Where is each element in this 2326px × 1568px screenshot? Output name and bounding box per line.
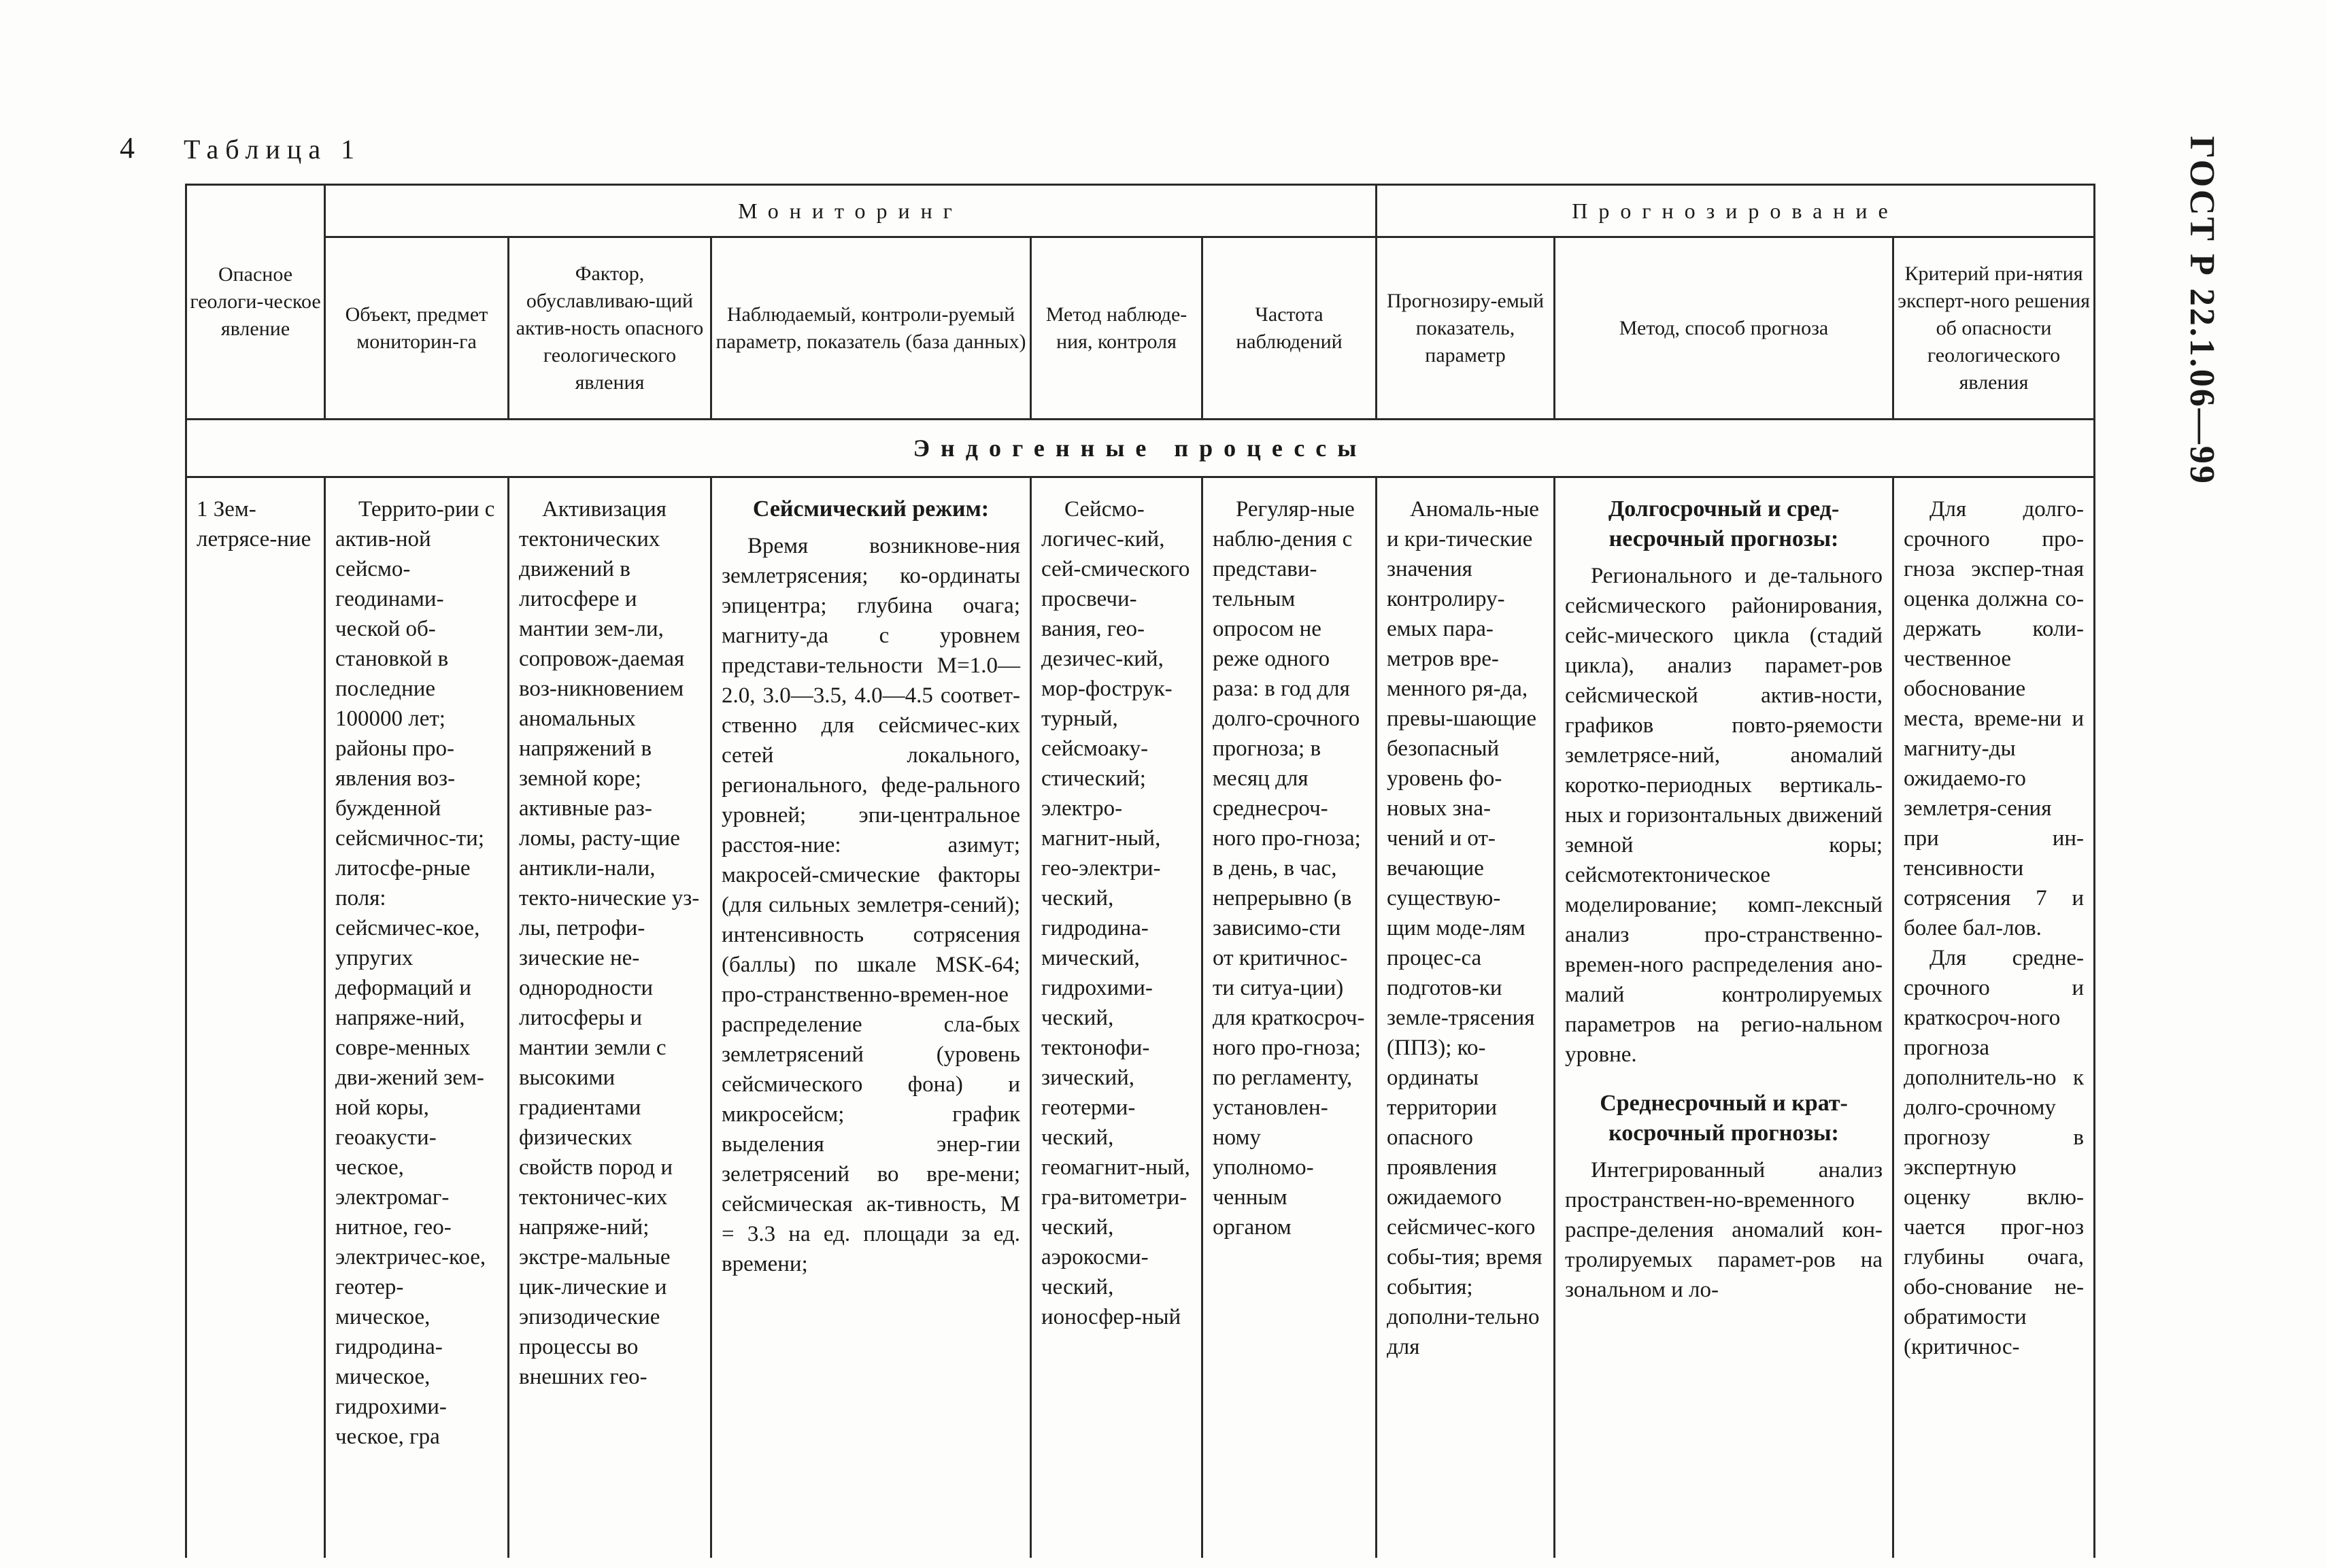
cell-frequency: [1202, 477, 1377, 1558]
method-text: Сейсмо-логичес-кий, сей-смического просвечи-вания, гео-дезичес-кий, мор-фострук-турный, сейсмоаку-стический; электро-магнит-ный, гео-электри-ческий, гидродина-мический, гидрохими-ческий, тектонофи-зический, геотерми-ческий, геомагнит-ный, гра-витометри-ческий, аэрокосми-ческий, ионосфер-ный: [1041, 497, 1190, 1329]
col-header-criterion: Критерий при-нятия эксперт-ного решения об опасности геологического явления: [1893, 237, 2095, 420]
page-number: 4: [120, 131, 135, 165]
group-header-forecasting: Прогнозирование: [1377, 185, 2095, 237]
cell-method: [1031, 477, 1202, 1558]
header-group-row: [186, 185, 2095, 237]
cell-forecast-method: [1555, 477, 1893, 1558]
forecast-text-long: Регионального и де-тального сейсмического районирования, сейс-мического цикла (стадий цикла), анализ парамет-ров сейсмической актив-ности, графиков повто-ряемости землетрясе-ний, аномалий коротко-периодных вертикаль-ных и горизонтальных движений земной коры; сейсмотектоническое моделирование; комп-лексный анализ про-странственно-времен-ного распределения ано-малий контролируемых параметров на регио-нальном уровне.: [1565, 564, 1883, 1067]
table-row: [186, 477, 2095, 1558]
parameter-text: Время возникнове-ния землетрясения; ко-ординаты эпицентра; глубина очага; магниту-да с уровнем представи-тельности М=1.0—2.0, 3.0—3.5, 4.0—4.5 соответ-ственно для сейсмичес-ких сетей локального, регионального, феде-рального уровней; эпи-центральное расстоя-ние: азимут; макросей-смические факторы (для сильных землетря-сений); интенсивность сотрясения (баллы) по шкале MSK-64; про-странственно-времен-ное распределение сла-бых землетрясений (уровень сейсмического фона) и микросейсм; график выделения энер-гии зелетрясений во вре-мени; сейсмическая ак-тивность, М = 3.3 на ед. площади за ед. времени;: [722, 534, 1020, 1276]
col-header-forecast-param: Прогнозиру-емый показатель, параметр: [1377, 237, 1555, 420]
criterion-text-long: Для долго-срочного про-гноза экспер-тная оценка должна со-держать коли-чественное обоснование места, време-ни и магниту-ды ожидаемо-го землетря-сения при ин-тенсивности сотрясения 7 и более бал-лов.: [1904, 497, 2085, 940]
criterion-text-mid: Для средне-срочного и краткосроч-ного прогноза дополнитель-но к долго-срочному прогнозу в экспертную оценку вклю-чается прог-ноз глубины очага, обо-снование не-обратимости (критичнос-: [1904, 946, 2085, 1359]
cell-phenomenon: [186, 477, 325, 1558]
col-header-forecast-method: Метод, способ прогноза: [1555, 237, 1893, 420]
parameter-heading: Сейсмический режим:: [752, 496, 990, 522]
section-title: Эндогенные процессы: [186, 420, 2095, 477]
section-row: [186, 420, 2095, 477]
factor-text: Активизация тектонических движений в литосфере и мантии зем-ли, сопровож-даемая воз-никновением аномальных напряжений в земной коре; активные раз-ломы, расту-щие антикли-нали, текто-нические уз-лы, петрофи-зические не-однородности литосферы и мантии земли с высокими градиентами физических свойств пород и тектоничес-ких напряже-ний; экстре-мальные цик-лические и эпизодические процессы во внешних гео-: [519, 497, 700, 1389]
cell-forecast-param: [1377, 477, 1555, 1558]
cell-factor: [509, 477, 711, 1558]
forecast-heading-short: Среднесрочный и крат-косрочный прогнозы:: [1600, 1091, 1848, 1146]
col-header-object: Объект, предмет мониторин-га: [325, 237, 509, 420]
cell-parameter: [711, 477, 1031, 1558]
forecast-heading-long: Долгосрочный и сред-несрочный прогнозы:: [1608, 496, 1840, 551]
forecast-param-text: Аномаль-ные и кри-тические значения контролиру-емых пара-метров вре-менного ря-да, превы-шающие безопасный уровень фо-новых зна-чений и от-вечающие существую-щим моде-лям процес-са подготов-ки земле-трясения (ППЗ); ко-ординаты территории опасного проявления ожидаемого сейсмичес-кого собы-тия; время события; дополни-тельно для: [1387, 497, 1543, 1359]
col-header-parameter: Наблюдаемый, контроли-руемый параметр, показатель (база данных): [711, 237, 1031, 420]
object-text: Террито-рии с актив-ной сейсмо-геодинами-ческой об-становкой в последние 100000 лет; районы про-явления воз-бужденной сейсмичнос-ти; литосфе-рные поля: сейсмичес-кое, упругих деформаций и напряже-ний, совре-менных дви-жений зем-ной коры, геоакусти-ческое, электромаг-нитное, гео-электричес-кое, геотер-мическое, гидродина-мическое, гидрохими-ческое, гра: [335, 497, 495, 1449]
frequency-text: Регуляр-ные наблю-дения с представи-тельным опросом не реже одного раза: в год для долго-срочного прогноза; в месяц для среднесроч-ного про-гноза; в день, в час, непрерывно (в зависимо-сти от критичнос-ти ситуа-ции) для краткосроч-ного про-гноза; по регламенту, установлен-ному уполномо-ченным органом: [1213, 497, 1365, 1240]
phenomenon-text: 1 Зем-летрясе-ние: [197, 497, 311, 551]
col-header-frequency: Частота наблюдений: [1202, 237, 1377, 420]
standard-designation: ГОСТ Р 22.1.06—99: [2182, 136, 2221, 485]
col-header-factor: Фактор, обуславливаю-щий актив-ность опасного геологического явления: [509, 237, 711, 420]
group-header-monitoring: Мониторинг: [325, 185, 1377, 237]
main-table: [185, 184, 2095, 1558]
col-header-method: Метод наблюде-ния, контроля: [1031, 237, 1202, 420]
forecast-text-short: Интегрированный анализ пространствен-но-временного распре-деления аномалий кон-тролируемых парамет-ров на зональном и ло-: [1565, 1158, 1883, 1302]
header-column-row: [186, 237, 2095, 420]
cell-object: [325, 477, 509, 1558]
table-caption: Таблица 1: [184, 134, 362, 165]
col-header-phenomenon: Опасное геологи-ческое явление: [186, 185, 325, 420]
cell-criterion: [1893, 477, 2095, 1558]
